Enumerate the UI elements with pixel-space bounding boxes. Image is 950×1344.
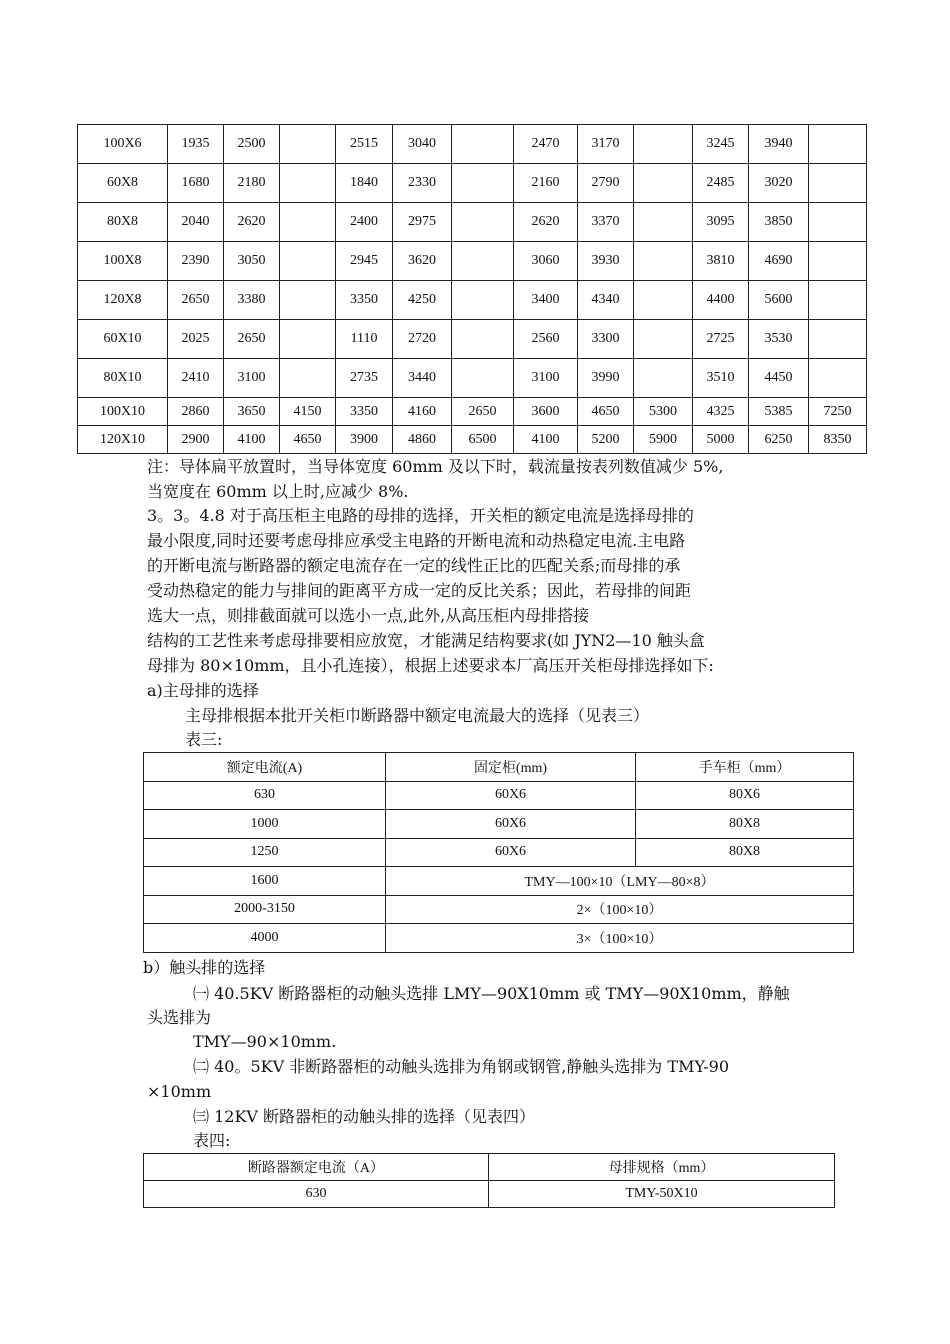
paragraph-line: 母排为 80×10mm，且小孔连接），根据上述要求本厂高压开关柜母排选择如下: (147, 656, 714, 675)
ampacity-cell: 3060 (514, 242, 578, 281)
table-cell: 80X8 (636, 810, 854, 839)
ampacity-cell (809, 203, 867, 242)
ampacity-cell: 2500 (224, 125, 280, 164)
ampacity-cell: 5600 (749, 281, 809, 320)
header-cell: 母排规格（mm） (489, 1154, 835, 1181)
ampacity-cell: 2720 (393, 320, 452, 359)
ampacity-cell: 2620 (514, 203, 578, 242)
ampacity-cell: 2470 (514, 125, 578, 164)
note-line-1: 注：导体扁平放置时，当导体宽度 60mm 及以下时，载流量按表列数值减少 5%, (147, 457, 724, 476)
table-cell: 3×（100×10） (386, 924, 854, 953)
main-busbar-table (143, 752, 854, 953)
ampacity-cell: 3650 (224, 398, 280, 426)
ampacity-cell: 2945 (336, 242, 393, 281)
table-cell: 2000-3150 (144, 895, 386, 924)
table-row (78, 164, 867, 203)
busbar-size-cell: 100X10 (78, 398, 168, 426)
table-header-row (144, 1154, 835, 1181)
table-row (78, 242, 867, 281)
ampacity-cell: 5900 (634, 426, 693, 454)
busbar-size-cell: 120X8 (78, 281, 168, 320)
ampacity-cell: 3510 (693, 359, 749, 398)
item-3-line-1: ㈢ 12KV 断路器柜的动触头排的选择（见表四） (193, 1107, 536, 1126)
ampacity-cell: 7250 (809, 398, 867, 426)
ampacity-cell: 2900 (168, 426, 224, 454)
table-row (144, 895, 854, 924)
table-cell: 60X6 (386, 838, 636, 867)
ampacity-cell: 1110 (336, 320, 393, 359)
table-row (78, 203, 867, 242)
paragraph-line: 选大一点，则排截面就可以选小一点,此外,从高压柜内母排搭接 (147, 606, 590, 625)
ampacity-cell: 4400 (693, 281, 749, 320)
busbar-size-cell: 60X8 (78, 164, 168, 203)
busbar-size-cell: 100X8 (78, 242, 168, 281)
ampacity-cell (634, 164, 693, 203)
item-2-line-2: ×10mm (147, 1082, 212, 1101)
ampacity-cell: 2975 (393, 203, 452, 242)
ampacity-cell (280, 359, 336, 398)
ampacity-cell: 5200 (578, 426, 634, 454)
header-cell: 额定电流(A) (144, 753, 386, 782)
busbar-size-cell: 60X10 (78, 320, 168, 359)
ampacity-cell: 4100 (224, 426, 280, 454)
ampacity-cell: 3440 (393, 359, 452, 398)
table4-caption: 表四: (193, 1131, 231, 1150)
table-cell: 60X6 (386, 810, 636, 839)
table-row (144, 781, 854, 810)
paragraph-line: 最小限度,同时还要考虑母排应承受主电路的开断电流和动热稳定电流.主电路 (147, 531, 686, 550)
table-row (78, 359, 867, 398)
ampacity-cell: 3990 (578, 359, 634, 398)
table-row (144, 810, 854, 839)
ampacity-cell (634, 359, 693, 398)
ampacity-cell: 2410 (168, 359, 224, 398)
ampacity-cell: 1935 (168, 125, 224, 164)
ampacity-cell (634, 203, 693, 242)
ampacity-cell (280, 164, 336, 203)
table-row (144, 867, 854, 896)
ampacity-cell (280, 203, 336, 242)
ampacity-cell: 3350 (336, 398, 393, 426)
busbar-size-cell: 120X10 (78, 426, 168, 454)
ampacity-cell: 3170 (578, 125, 634, 164)
contact-busbar-table (143, 1153, 835, 1208)
table-row (144, 838, 854, 867)
ampacity-cell: 3095 (693, 203, 749, 242)
ampacity-cell: 2400 (336, 203, 393, 242)
ampacity-cell (809, 242, 867, 281)
table-row (144, 924, 854, 953)
ampacity-cell: 2025 (168, 320, 224, 359)
ampacity-cell (452, 320, 514, 359)
ampacity-cell (809, 125, 867, 164)
table3-caption: 表三: (185, 730, 223, 749)
ampacity-cell: 6500 (452, 426, 514, 454)
ampacity-cell: 4150 (280, 398, 336, 426)
ampacity-cell (280, 281, 336, 320)
ampacity-cell: 4325 (693, 398, 749, 426)
ampacity-cell: 2650 (452, 398, 514, 426)
ampacity-cell: 3400 (514, 281, 578, 320)
ampacity-cell (452, 359, 514, 398)
ampacity-cell: 2515 (336, 125, 393, 164)
ampacity-cell: 5000 (693, 426, 749, 454)
paragraph-line: 3。3。4.8 对于高压柜主电路的母排的选择，开关柜的额定电流是选择母排的 (147, 506, 694, 525)
ampacity-cell (280, 242, 336, 281)
ampacity-cell: 3810 (693, 242, 749, 281)
ampacity-cell: 3050 (224, 242, 280, 281)
table-row (78, 426, 867, 454)
ampacity-cell: 3245 (693, 125, 749, 164)
ampacity-cell: 5300 (634, 398, 693, 426)
header-cell: 固定柜(mm) (386, 753, 636, 782)
table-row (144, 1181, 835, 1208)
ampacity-cell: 4650 (578, 398, 634, 426)
table-cell: 1600 (144, 867, 386, 896)
ampacity-cell: 2735 (336, 359, 393, 398)
ampacity-cell: 3300 (578, 320, 634, 359)
ampacity-cell: 6250 (749, 426, 809, 454)
table-cell: 630 (144, 1181, 489, 1208)
table-row (78, 398, 867, 426)
ampacity-cell: 3370 (578, 203, 634, 242)
ampacity-cell: 4690 (749, 242, 809, 281)
ampacity-cell (280, 125, 336, 164)
ampacity-cell (634, 125, 693, 164)
table-row (78, 320, 867, 359)
ampacity-cell: 4650 (280, 426, 336, 454)
table-cell: 1250 (144, 838, 386, 867)
ampacity-cell: 4250 (393, 281, 452, 320)
table-row (78, 281, 867, 320)
ampacity-cell: 3100 (514, 359, 578, 398)
ampacity-cell (634, 320, 693, 359)
ampacity-cell: 8350 (809, 426, 867, 454)
ampacity-cell: 3930 (578, 242, 634, 281)
ampacity-cell: 3940 (749, 125, 809, 164)
table-cell: 80X8 (636, 838, 854, 867)
item-1-line-2: 头选排为 (147, 1008, 212, 1027)
table-cell: TMY—100×10（LMY—80×8） (386, 867, 854, 896)
item-2-line-1: ㈡ 40。5KV 非断路器柜的动触头选排为角钢或钢管,静触头选排为 TMY-90 (193, 1057, 730, 1076)
ampacity-cell: 1680 (168, 164, 224, 203)
ampacity-cell (809, 164, 867, 203)
section-a-title: a)主母排的选择 (147, 681, 259, 700)
ampacity-cell: 4860 (393, 426, 452, 454)
ampacity-cell: 2330 (393, 164, 452, 203)
header-cell: 手车柜（mm） (636, 753, 854, 782)
ampacity-cell: 2650 (168, 281, 224, 320)
busbar-size-cell: 100X6 (78, 125, 168, 164)
ampacity-cell (280, 320, 336, 359)
table-cell: 4000 (144, 924, 386, 953)
ampacity-cell: 2790 (578, 164, 634, 203)
ampacity-cell: 2620 (224, 203, 280, 242)
ampacity-cell: 3850 (749, 203, 809, 242)
table-cell: 60X6 (386, 781, 636, 810)
table-cell: 80X6 (636, 781, 854, 810)
paragraph-line: 受动热稳定的能力与排间的距离平方成一定的反比关系；因此，若母排的间距 (147, 581, 692, 600)
ampacity-cell (452, 125, 514, 164)
item-1-line-3: TMY—90×10mm. (193, 1032, 337, 1051)
busbar-size-cell: 80X10 (78, 359, 168, 398)
ampacity-cell (809, 359, 867, 398)
ampacity-cell (634, 281, 693, 320)
ampacity-cell: 3530 (749, 320, 809, 359)
ampacity-cell: 3900 (336, 426, 393, 454)
ampacity-cell: 4340 (578, 281, 634, 320)
ampacity-cell: 4100 (514, 426, 578, 454)
ampacity-cell: 2860 (168, 398, 224, 426)
ampacity-cell: 2160 (514, 164, 578, 203)
ampacity-cell: 3620 (393, 242, 452, 281)
section-b-title: b）触头排的选择 (143, 958, 266, 977)
ampacity-cell: 2650 (224, 320, 280, 359)
ampacity-cell: 2180 (224, 164, 280, 203)
table-cell: 1000 (144, 810, 386, 839)
table-cell: 2×（100×10） (386, 895, 854, 924)
paragraph-line: 的开断电流与断路器的额定电流存在一定的线性正比的匹配关系;而母排的承 (147, 556, 681, 575)
ampacity-cell: 2725 (693, 320, 749, 359)
note-line-2: 当宽度在 60mm 以上时,应减少 8%. (147, 482, 409, 501)
ampacity-cell: 2485 (693, 164, 749, 203)
ampacity-cell: 5385 (749, 398, 809, 426)
table-cell: 630 (144, 781, 386, 810)
ampacity-cell: 3020 (749, 164, 809, 203)
ampacity-cell (452, 281, 514, 320)
table-row (78, 125, 867, 164)
busbar-size-cell: 80X8 (78, 203, 168, 242)
ampacity-cell (452, 242, 514, 281)
ampacity-cell (809, 281, 867, 320)
paragraph-line: 结构的工艺性来考虑母排要相应放宽，才能满足结构要求(如 JYN2—10 触头盒 (147, 631, 705, 650)
ampacity-cell: 2390 (168, 242, 224, 281)
table-header-row (144, 753, 854, 782)
table-cell: TMY-50X10 (489, 1181, 835, 1208)
ampacity-cell: 2040 (168, 203, 224, 242)
item-1-line-1: ㈠ 40.5KV 断路器柜的动触头选排 LMY—90X10mm 或 TMY—90X10mm，静触 (193, 984, 790, 1003)
ampacity-cell: 2560 (514, 320, 578, 359)
ampacity-cell: 3600 (514, 398, 578, 426)
ampacity-cell (452, 164, 514, 203)
ampacity-cell: 3350 (336, 281, 393, 320)
ampacity-cell: 3100 (224, 359, 280, 398)
ampacity-cell (809, 320, 867, 359)
ampacity-cell: 4160 (393, 398, 452, 426)
header-cell: 断路器额定电流（A） (144, 1154, 489, 1181)
ampacity-cell (452, 203, 514, 242)
ampacity-cell: 4450 (749, 359, 809, 398)
ampacity-cell: 3040 (393, 125, 452, 164)
ampacity-cell: 3380 (224, 281, 280, 320)
ampacity-cell: 1840 (336, 164, 393, 203)
busbar-ampacity-table (77, 124, 867, 454)
ampacity-cell (634, 242, 693, 281)
section-a-body: 主母排根据本批开关柜巾断路器中额定电流最大的选择（见表三） (185, 706, 650, 725)
